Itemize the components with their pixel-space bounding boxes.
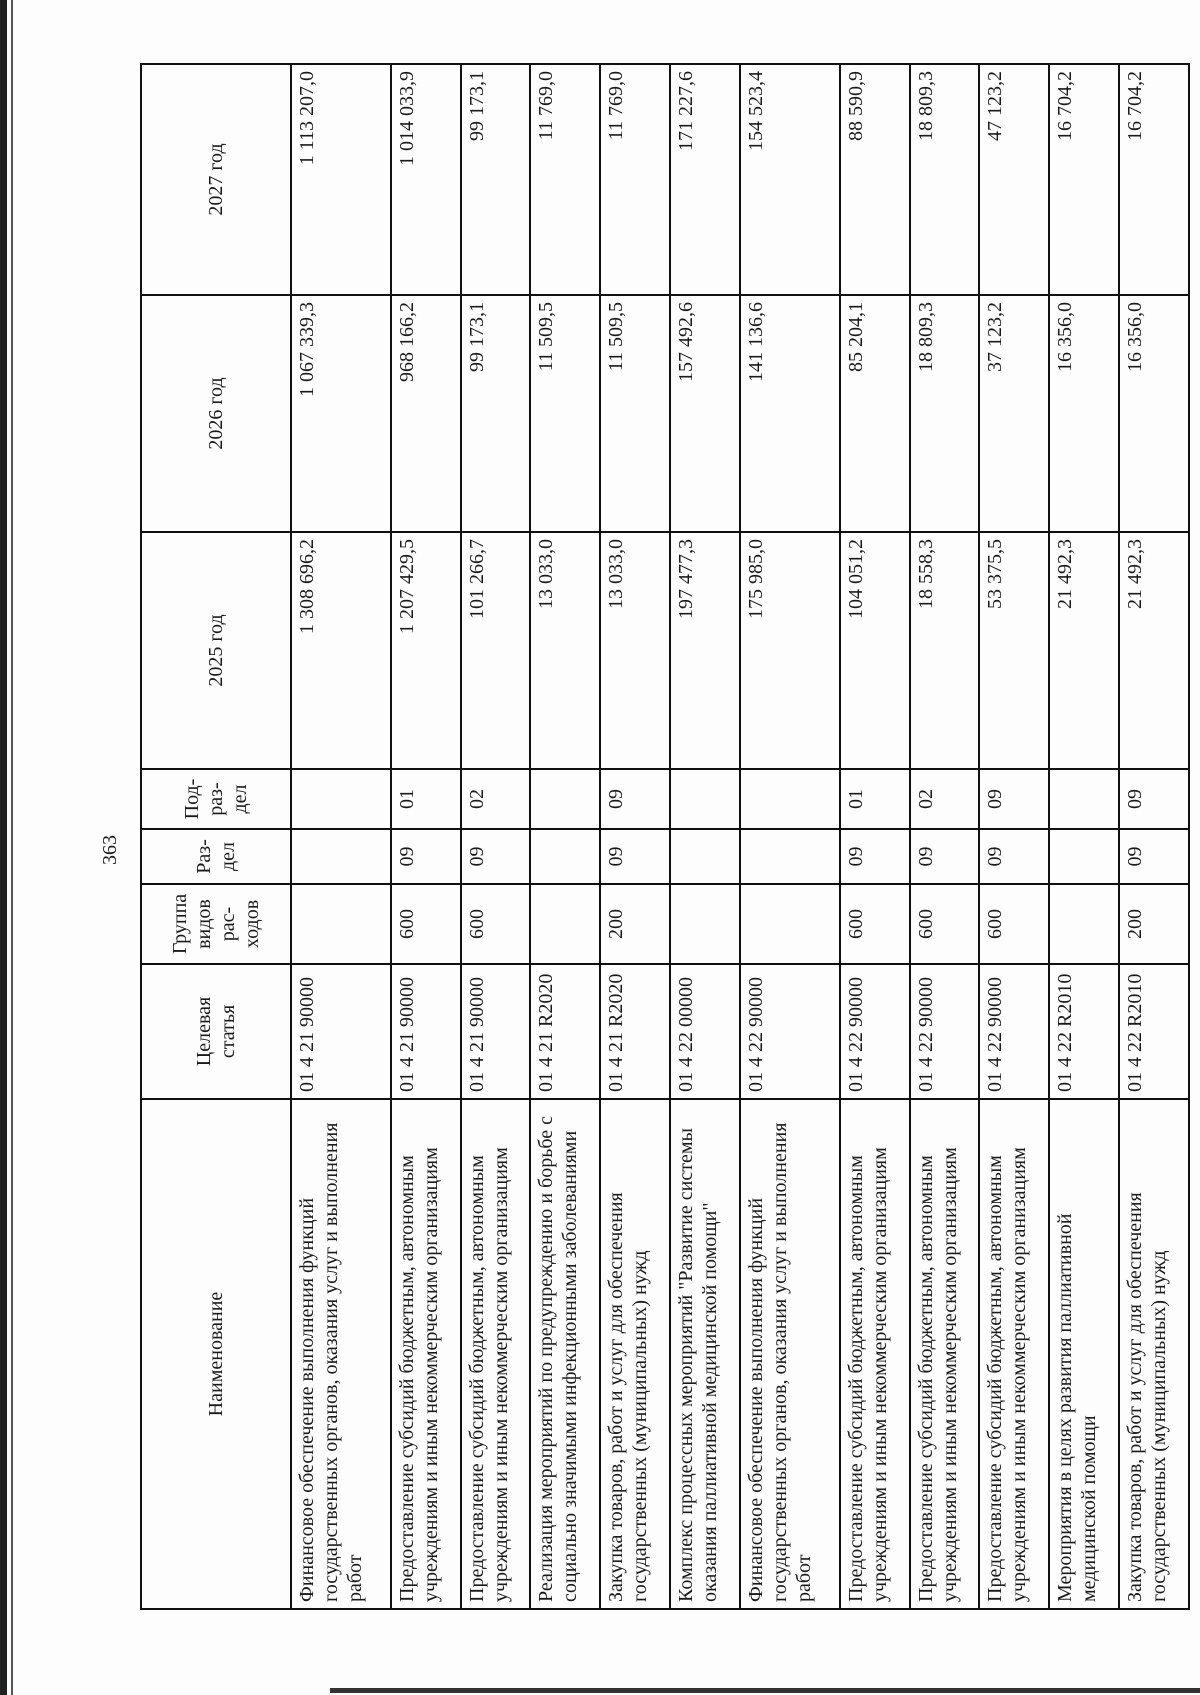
scan-edge-line bbox=[11, 0, 13, 1695]
cell-2027: 1 014 033,9 bbox=[391, 64, 461, 295]
cell-target-article: 01 4 22 90000 bbox=[840, 964, 910, 1099]
cell-2027: 11 769,0 bbox=[530, 64, 600, 295]
cell-expense-group: 600 bbox=[461, 884, 531, 964]
rotated-page-content bbox=[140, 65, 1190, 1610]
cell-section: 09 bbox=[461, 829, 531, 884]
cell-subsection: 09 bbox=[600, 769, 670, 829]
cell-2025: 175 985,0 bbox=[740, 532, 840, 769]
cell-section: 09 bbox=[840, 829, 910, 884]
cell-2027: 154 523,4 bbox=[740, 64, 840, 295]
cell-expense-group: 600 bbox=[910, 884, 980, 964]
table-row bbox=[979, 64, 1049, 1609]
table-row bbox=[391, 64, 461, 1609]
table-row bbox=[291, 64, 391, 1609]
cell-2027: 11 769,0 bbox=[600, 64, 670, 295]
header-subsection: Под-раз-дел bbox=[141, 769, 291, 829]
cell-section: 09 bbox=[1119, 829, 1189, 884]
cell-name: Мероприятия в целях развития паллиативной медицинской помощи bbox=[1049, 1099, 1119, 1609]
cell-expense-group: 200 bbox=[1119, 884, 1189, 964]
cell-target-article: 01 4 22 R2010 bbox=[1119, 964, 1189, 1099]
cell-subsection: 01 bbox=[391, 769, 461, 829]
cell-2025: 197 477,3 bbox=[670, 532, 740, 769]
cell-subsection: 02 bbox=[461, 769, 531, 829]
cell-expense-group bbox=[1049, 884, 1119, 964]
cell-subsection bbox=[670, 769, 740, 829]
scan-bottom-edge bbox=[330, 1688, 1200, 1693]
cell-target-article: 01 4 22 R2010 bbox=[1049, 964, 1119, 1099]
cell-2027: 47 123,2 bbox=[979, 64, 1049, 295]
header-name: Наименование bbox=[141, 1099, 291, 1609]
cell-section bbox=[1049, 829, 1119, 884]
cell-expense-group bbox=[670, 884, 740, 964]
cell-name: Предоставление субсидий бюджетным, автономным учреждениям и иным некоммерческим организациям bbox=[840, 1099, 910, 1609]
cell-expense-group: 600 bbox=[840, 884, 910, 964]
cell-subsection bbox=[1049, 769, 1119, 829]
cell-name: Предоставление субсидий бюджетным, автономным учреждениям и иным некоммерческим организациям bbox=[979, 1099, 1049, 1609]
cell-2025: 13 033,0 bbox=[530, 532, 600, 769]
cell-section: 09 bbox=[600, 829, 670, 884]
cell-expense-group bbox=[291, 884, 391, 964]
cell-name: Предоставление субсидий бюджетным, автономным учреждениям и иным некоммерческим организациям bbox=[461, 1099, 531, 1609]
cell-2026: 37 123,2 bbox=[979, 295, 1049, 532]
cell-2026: 16 356,0 bbox=[1049, 295, 1119, 532]
cell-target-article: 01 4 21 R2020 bbox=[530, 964, 600, 1099]
table-row bbox=[670, 64, 740, 1609]
cell-target-article: 01 4 22 90000 bbox=[979, 964, 1049, 1099]
cell-section bbox=[291, 829, 391, 884]
cell-subsection: 09 bbox=[1119, 769, 1189, 829]
cell-name: Комплекс процессных мероприятий "Развитие системы оказания паллиативной медицинской помощи" bbox=[670, 1099, 740, 1609]
cell-name: Закупка товаров, работ и услуг для обеспечения государственных (муниципальных) нужд bbox=[1119, 1099, 1189, 1609]
header-year-2025: 2025 год bbox=[141, 532, 291, 769]
cell-2026: 99 173,1 bbox=[461, 295, 531, 532]
cell-2026: 11 509,5 bbox=[600, 295, 670, 532]
cell-expense-group bbox=[530, 884, 600, 964]
cell-name: Реализация мероприятий по предупреждению и борьбе с социально значимыми инфекционными заболеваниями bbox=[530, 1099, 600, 1609]
table-row bbox=[530, 64, 600, 1609]
cell-2025: 104 051,2 bbox=[840, 532, 910, 769]
table-row bbox=[740, 64, 840, 1609]
header-section: Раз-дел bbox=[141, 829, 291, 884]
cell-section: 09 bbox=[979, 829, 1049, 884]
cell-2026: 85 204,1 bbox=[840, 295, 910, 532]
cell-expense-group: 600 bbox=[979, 884, 1049, 964]
table-row bbox=[600, 64, 670, 1609]
cell-2026: 968 166,2 bbox=[391, 295, 461, 532]
cell-name: Предоставление субсидий бюджетным, автономным учреждениям и иным некоммерческим организациям bbox=[391, 1099, 461, 1609]
table-body bbox=[291, 64, 1189, 1609]
cell-section bbox=[740, 829, 840, 884]
page-number: 363 bbox=[99, 835, 121, 865]
header-expense-group: Группа видов рас-ходов bbox=[141, 884, 291, 964]
cell-2027: 171 227,6 bbox=[670, 64, 740, 295]
cell-subsection: 09 bbox=[979, 769, 1049, 829]
cell-2025: 21 492,3 bbox=[1049, 532, 1119, 769]
cell-section bbox=[530, 829, 600, 884]
table-row bbox=[840, 64, 910, 1609]
cell-name: Финансовое обеспечение выполнения функций государственных органов, оказания услуг и выполнения работ bbox=[291, 1099, 391, 1609]
cell-2027: 88 590,9 bbox=[840, 64, 910, 295]
header-year-2026: 2026 год bbox=[141, 295, 291, 532]
header-target-article: Целевая статья bbox=[141, 964, 291, 1099]
cell-2025: 21 492,3 bbox=[1119, 532, 1189, 769]
cell-target-article: 01 4 22 00000 bbox=[670, 964, 740, 1099]
cell-2026: 16 356,0 bbox=[1119, 295, 1189, 532]
cell-2026: 1 067 339,3 bbox=[291, 295, 391, 532]
cell-expense-group: 200 bbox=[600, 884, 670, 964]
cell-target-article: 01 4 21 90000 bbox=[291, 964, 391, 1099]
cell-name: Закупка товаров, работ и услуг для обеспечения государственных (муниципальных) нужд bbox=[600, 1099, 670, 1609]
cell-subsection bbox=[530, 769, 600, 829]
cell-2027: 1 113 207,0 bbox=[291, 64, 391, 295]
scan-edge bbox=[0, 0, 7, 1695]
cell-target-article: 01 4 22 90000 bbox=[740, 964, 840, 1099]
cell-2025: 13 033,0 bbox=[600, 532, 670, 769]
cell-2027: 99 173,1 bbox=[461, 64, 531, 295]
cell-target-article: 01 4 21 R2020 bbox=[600, 964, 670, 1099]
cell-2027: 16 704,2 bbox=[1119, 64, 1189, 295]
cell-section: 09 bbox=[910, 829, 980, 884]
cell-2025: 101 266,7 bbox=[461, 532, 531, 769]
cell-2027: 16 704,2 bbox=[1049, 64, 1119, 295]
table-row bbox=[461, 64, 531, 1609]
cell-subsection: 01 bbox=[840, 769, 910, 829]
table-row bbox=[1049, 64, 1119, 1609]
table-row bbox=[910, 64, 980, 1609]
table-row bbox=[1119, 64, 1189, 1609]
cell-2025: 1 308 696,2 bbox=[291, 532, 391, 769]
cell-2026: 11 509,5 bbox=[530, 295, 600, 532]
cell-2026: 18 809,3 bbox=[910, 295, 980, 532]
cell-expense-group bbox=[740, 884, 840, 964]
cell-target-article: 01 4 22 90000 bbox=[910, 964, 980, 1099]
cell-name: Финансовое обеспечение выполнения функций государственных органов, оказания услуг и выполнения работ bbox=[740, 1099, 840, 1609]
table-header bbox=[141, 64, 291, 1609]
cell-name: Предоставление субсидий бюджетным, автономным учреждениям и иным некоммерческим организациям bbox=[910, 1099, 980, 1609]
cell-subsection: 02 bbox=[910, 769, 980, 829]
cell-2027: 18 809,3 bbox=[910, 64, 980, 295]
cell-2026: 141 136,6 bbox=[740, 295, 840, 532]
budget-table bbox=[140, 63, 1190, 1610]
cell-section bbox=[670, 829, 740, 884]
cell-subsection bbox=[291, 769, 391, 829]
cell-target-article: 01 4 21 90000 bbox=[391, 964, 461, 1099]
cell-2025: 1 207 429,5 bbox=[391, 532, 461, 769]
cell-2025: 18 558,3 bbox=[910, 532, 980, 769]
header-year-2027: 2027 год bbox=[141, 64, 291, 295]
cell-expense-group: 600 bbox=[391, 884, 461, 964]
cell-section: 09 bbox=[391, 829, 461, 884]
cell-subsection bbox=[740, 769, 840, 829]
cell-target-article: 01 4 21 90000 bbox=[461, 964, 531, 1099]
cell-2025: 53 375,5 bbox=[979, 532, 1049, 769]
cell-2026: 157 492,6 bbox=[670, 295, 740, 532]
